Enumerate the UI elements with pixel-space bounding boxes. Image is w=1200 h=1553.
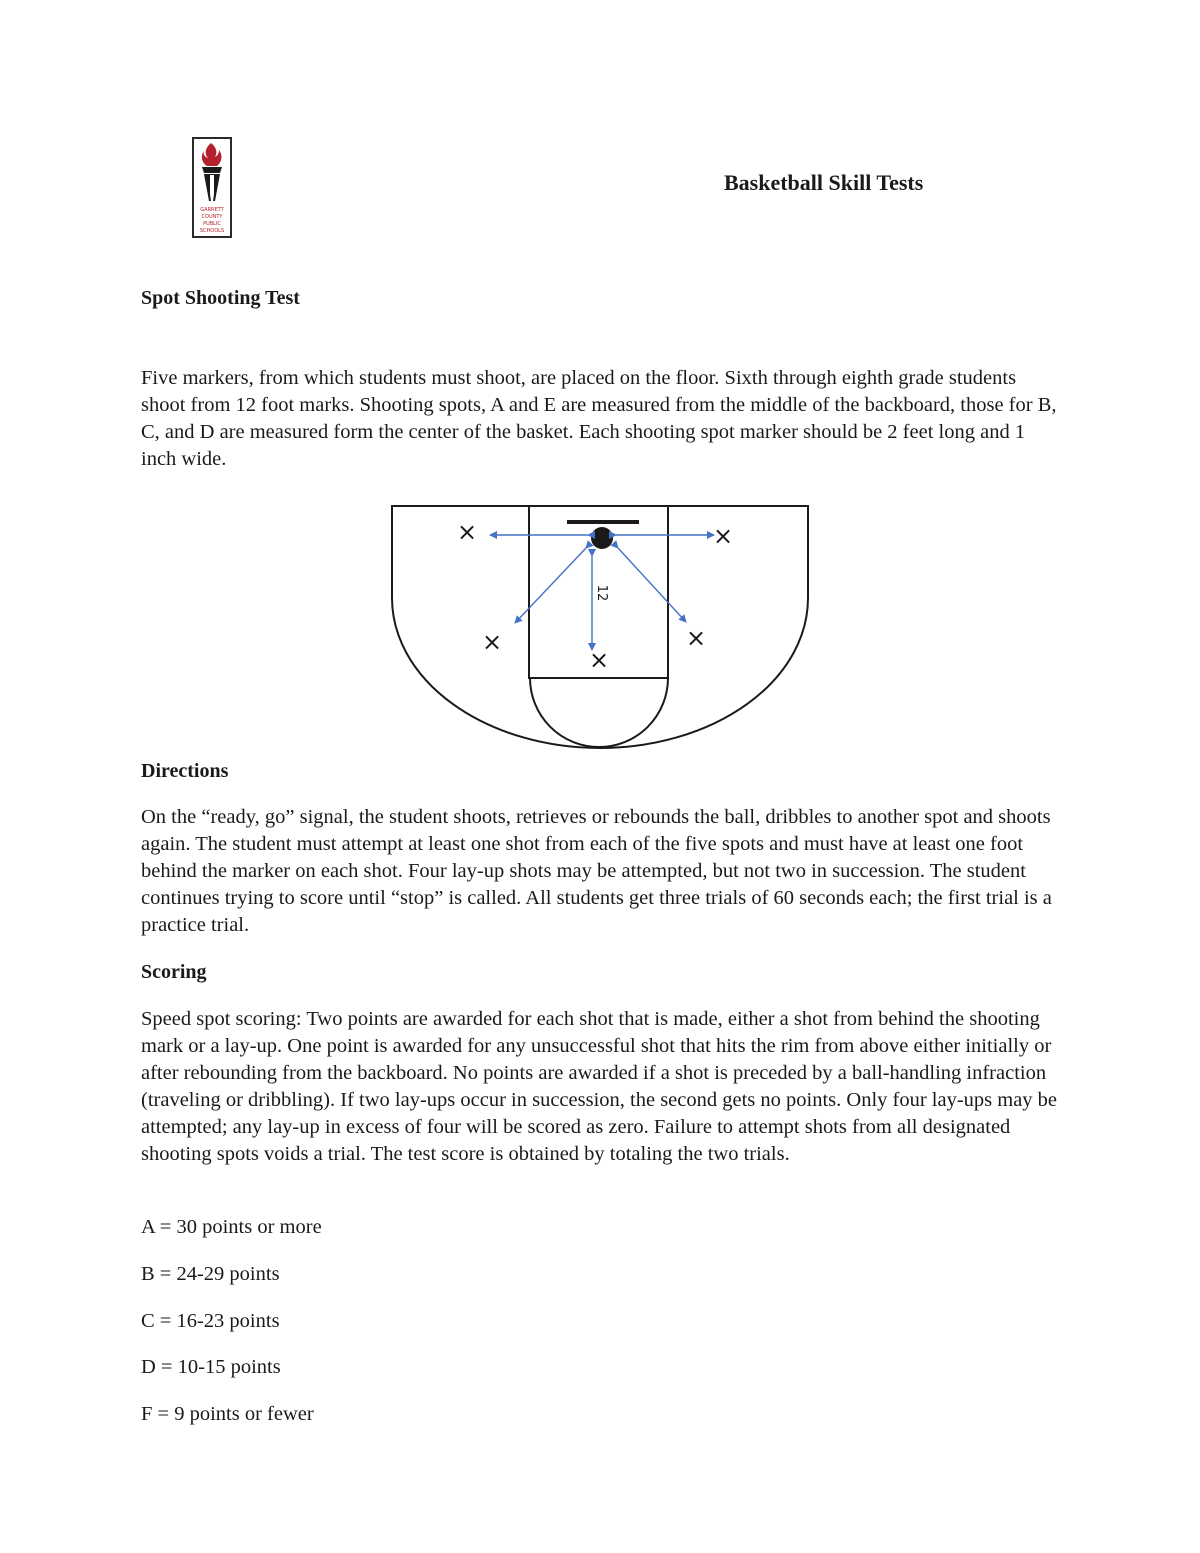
spot-marker-a: × <box>456 518 478 546</box>
torch-icon <box>194 139 230 236</box>
directions-heading: Directions <box>141 760 229 782</box>
basket <box>591 527 613 549</box>
court-diagram <box>380 498 820 765</box>
arrow-spot-d <box>618 548 686 622</box>
grade-d: D = 10-15 points <box>141 1356 281 1378</box>
logo-text-2: COUNTY <box>201 214 223 220</box>
distance-label: 12 <box>594 584 609 602</box>
spot-marker-d: × <box>685 624 707 652</box>
school-logo <box>192 137 232 238</box>
document-title: Basketball Skill Tests <box>724 170 924 195</box>
spot-marker-c: × <box>588 646 610 674</box>
spot-marker-e: × <box>712 522 734 550</box>
arrow-spot-b <box>515 548 586 623</box>
scoring-heading: Scoring <box>141 961 207 983</box>
grade-f: F = 9 points or fewer <box>141 1403 314 1425</box>
court-svg <box>380 498 820 760</box>
grade-c: C = 16-23 points <box>141 1310 280 1332</box>
logo-text-3: PUBLIC <box>203 221 221 227</box>
logo-text-4: SCHOOLS <box>199 228 225 234</box>
grade-b: B = 24-29 points <box>141 1263 280 1285</box>
logo-text-1: GARRETT <box>200 207 224 213</box>
grade-a: A = 30 points or more <box>141 1216 322 1238</box>
directions-paragraph: On the “ready, go” signal, the student shoots, retrieves or rebounds the ball, dribbles to another spot and shoots again. The student must attempt at least one shot from each of the five spots and must have at least one foot behind the marker on each shot. Four lay-up shots may be attempted, but not two in succession. The student continues trying to score until “stop” is called. All students get three trials of 60 seconds each; the first trial is a practice trial. <box>141 806 1052 936</box>
section-title: Spot Shooting Test <box>141 287 300 309</box>
spot-marker-b: × <box>481 628 503 656</box>
scoring-paragraph: Speed spot scoring: Two points are awarded for each shot that is made, either a shot from behind the shooting mark or a lay-up. One point is awarded for any unsuccessful shot that hits the rim from above either initially or after rebounding from the backboard. No points are awarded if a shot is preceded by a ball-handling infraction (traveling or dribbling). If two lay-ups occur in succession, the second gets no points. Only four lay-ups may be attempted; any lay-up in excess of four will be scored as zero. Failure to attempt shots from all designated shooting spots voids a trial. The test score is obtained by totaling the two trials. <box>141 1008 1058 1165</box>
free-throw-circle <box>530 678 668 747</box>
intro-paragraph: Five markers, from which students must shoot, are placed on the floor. Sixth through eighth grade students shoot from 12 foot marks. Shooting spots, A and E are measured from the middle of the backboard, those for B, C, and D are measured form the center of the basket. Each shooting spot marker should be 2 feet long and 1 inch wide. <box>141 367 1057 470</box>
backboard <box>567 520 639 524</box>
